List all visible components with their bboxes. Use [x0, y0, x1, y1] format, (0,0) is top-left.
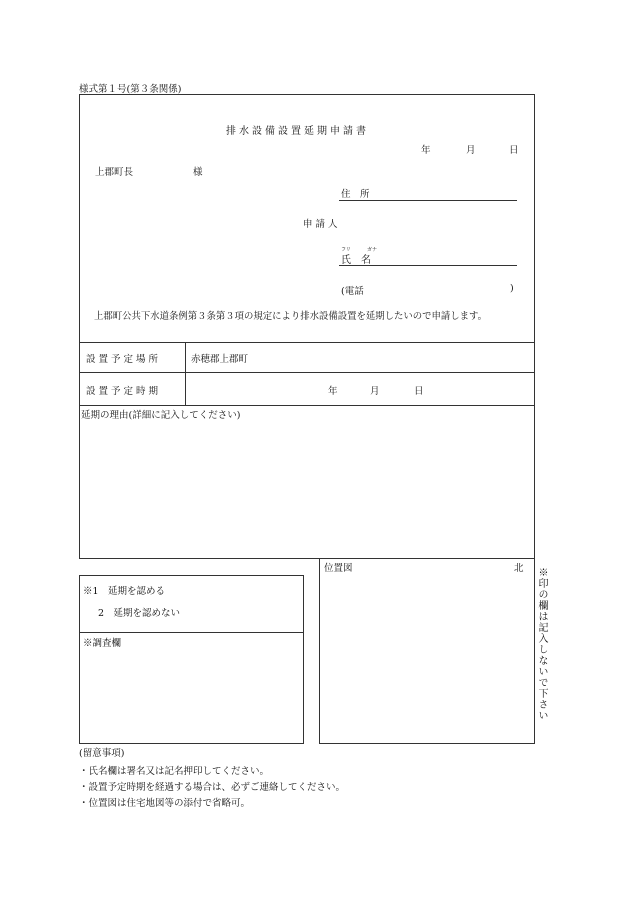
reason-field[interactable] — [80, 420, 534, 557]
approval-item-1: ※1 延期を認める — [83, 586, 166, 597]
period-label: 設置予定時期 — [86, 386, 162, 397]
location-label: 設置予定場所 — [86, 354, 162, 365]
addressee-honorific: 様 — [193, 167, 203, 178]
statement-text: 上郡町公共下水道条例第３条第３項の規定により排水設備設置を延期したいので申請します。 — [94, 311, 488, 322]
address-label: 住 所 — [341, 189, 370, 200]
date-month: 月 — [466, 145, 476, 156]
survey-label: ※調査欄 — [83, 638, 122, 649]
divider — [79, 372, 535, 373]
date-year: 年 — [421, 145, 431, 156]
divider — [79, 632, 304, 633]
side-note: ※印の欄は記入しないで下さい — [536, 567, 547, 721]
approval-box — [79, 575, 304, 744]
phone-label: (電話 — [341, 286, 364, 297]
period-day: 日 — [414, 386, 424, 397]
note-item: ・位置図は住宅地図等の添付で省略可。 — [79, 798, 251, 809]
location-value[interactable]: 赤穂郡上郡町 — [191, 354, 249, 365]
form-title: 排水設備設置延期申請書 — [226, 126, 369, 137]
name-field[interactable] — [339, 265, 517, 266]
reason-label: 延期の理由(詳細に記入してください) — [81, 410, 241, 421]
divider — [79, 342, 535, 343]
phone-close-paren: ) — [510, 283, 514, 294]
period-year: 年 — [328, 386, 338, 397]
period-month: 月 — [370, 386, 380, 397]
name-ruby-1: フリ — [341, 247, 351, 253]
approval-item-2: 2 延期を認めない — [98, 608, 181, 619]
map-label: 位置図 — [324, 563, 353, 574]
north-label: 北 — [514, 563, 524, 574]
divider — [185, 342, 186, 405]
applicant-label: 申請人 — [303, 219, 341, 230]
note-item: ・氏名欄は署名又は記名押印してください。 — [79, 766, 270, 777]
date-day: 日 — [509, 145, 519, 156]
name-ruby-2: ガナ — [367, 247, 378, 253]
divider — [79, 405, 535, 406]
name-label: 氏 名 — [341, 255, 371, 266]
address-field[interactable] — [339, 200, 517, 201]
location-map-box — [319, 558, 535, 744]
addressee-name: 上郡町長 — [95, 167, 134, 178]
notes-heading: (留意事項) — [79, 748, 125, 759]
note-item: ・設置予定時期を経過する場合は、必ずご連絡してください。 — [79, 782, 346, 793]
form-number: 様式第１号(第３条関係) — [79, 84, 182, 95]
